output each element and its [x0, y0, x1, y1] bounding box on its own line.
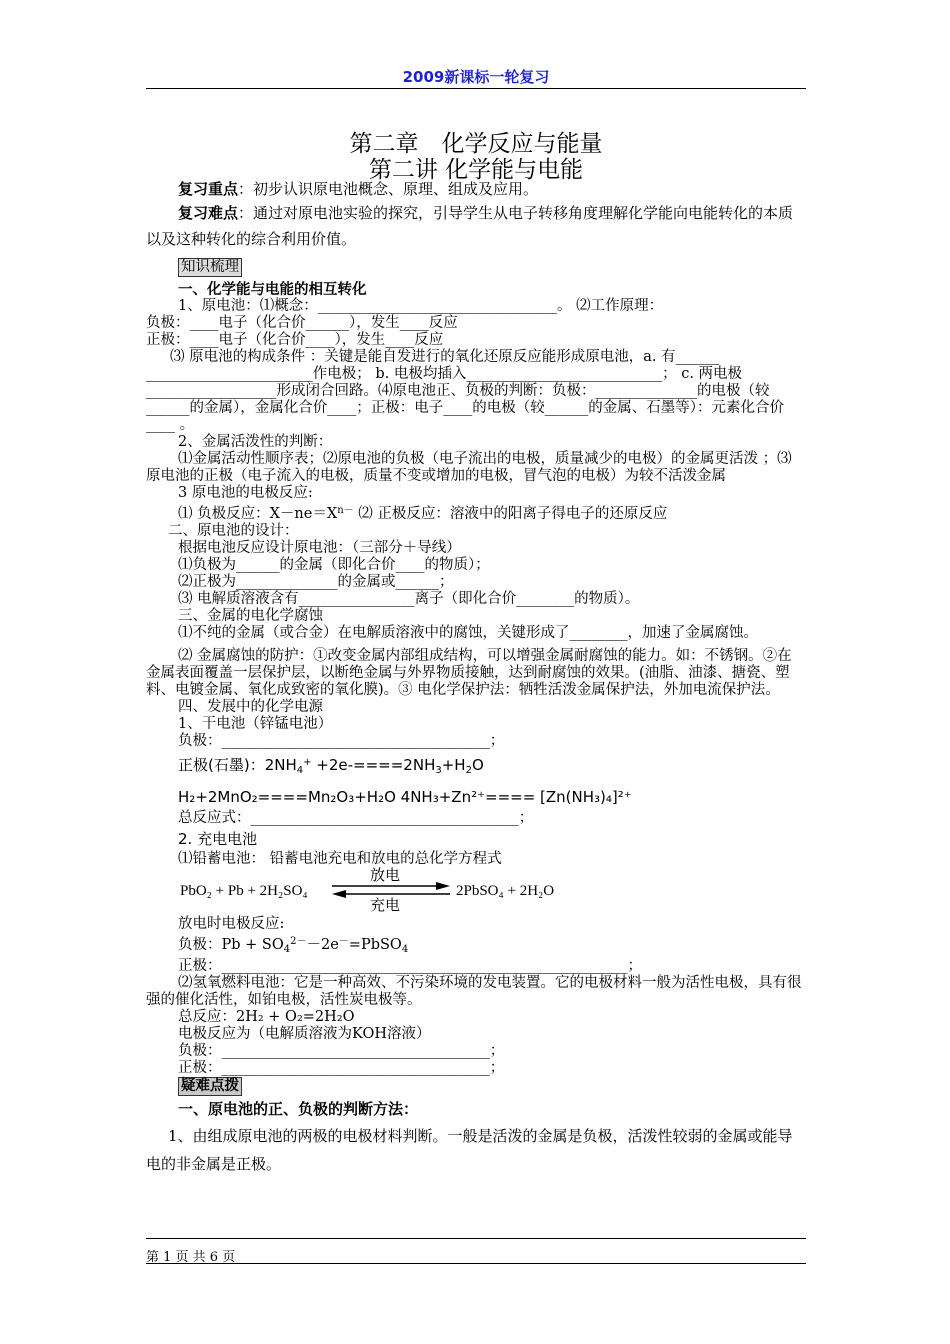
- text-line: 正极：________________________________________________________；: [178, 958, 642, 974]
- text-line: ⑴不纯的金属（或合金）在电解质溶液中的腐蚀，关键形成了________，加速了金属腐蚀。: [178, 625, 758, 641]
- footer-rule: [146, 1238, 806, 1239]
- text-line: 负极：_____________________________________；: [178, 1043, 505, 1059]
- text-line: 2、金属活泼性的判断：: [178, 434, 333, 450]
- text-line: 1、原电池：⑴概念：_________________________________。 ⑵工作原理：: [178, 298, 664, 314]
- chapter-title: 第二章 化学反应与能量: [349, 131, 603, 157]
- lead-acid-equation: [180, 866, 600, 914]
- formula-line: H₂+2MnO₂====Mn₂O₃+H₂O 4NH₃+Zn²⁺==== [Zn(NH₃)₄]²⁺: [178, 788, 632, 806]
- section-title-5: 一、原电池的正、负极的判断方法：: [178, 1100, 419, 1118]
- text-line: ⑴金属活动性顺序表；⑵原电池的负极（电子流出的电极，质量减少的电极）的金属更活泼 ；⑶原电池的正极（电子流入的电极，质量不变或增加的电极，冒气泡的电极）为较不活泼金属: [146, 451, 792, 484]
- running-header: 2009新课标一轮复习: [402, 68, 550, 86]
- text-line: ⑴ 负极反应：$X-ne=X^{n-}$ ⑵ 正极反应：溶液中的阳离子得电子的还原反应: [178, 505, 668, 522]
- review-focus: 复习重点：初步认识原电池概念、原理、组成及应用。: [178, 180, 539, 198]
- section-box-knowledge: 知识梳理: [146, 258, 806, 277]
- header-rule: [146, 88, 806, 89]
- text-line: ⑵正极为______________的金属或______；: [178, 574, 454, 590]
- footer-bottom-rule: [146, 1263, 806, 1264]
- page-footer: 第 1 页 共 6 页: [146, 1250, 236, 1265]
- text-line: 正极：____电子（化合价____），发生____反应: [146, 332, 444, 348]
- section-box-difficulties: 疑难点拨: [146, 1077, 806, 1096]
- text-line: _______________________作电极； b. 电极均插入___________________________； c. 两电极__________________形成闭合回路。⑷原电池正、负极的判断：负极：______________的电极（较______的金属），金属化合价____；正极：电子____的电极（较______的金属、石墨等）：元素化合价____ 。: [146, 366, 784, 433]
- text-line: 3 原电池的电极反应:: [178, 485, 313, 501]
- document-body: [146, 178, 806, 1178]
- text-line: 总反应：2H₂ + O₂=2H₂O: [178, 1009, 355, 1025]
- section-title-4: 四、发展中的化学电源: [178, 699, 323, 715]
- equation-right: 2PbSO₄ + 2H₂O: [456, 883, 555, 899]
- text-line: 1、干电池（锌锰电池）: [178, 716, 333, 732]
- text-line: ⑶ 电解质溶液含有________________离子（即化合价________的物质）。: [178, 591, 640, 607]
- equation-charge-label: 充电: [370, 896, 401, 914]
- text-line: 负极：____电子（化合价______），发生____反应: [146, 315, 458, 331]
- review-difficulty: 复习难点：通过对原电池实验的探究，引导学生从电子转移角度理解化学能向电能转化的本质以及这种转化的综合利用价值。: [146, 204, 794, 248]
- text-line: ⑵氢氧燃料电池：它是一种高效、不污染环境的发电装置。它的电极材料一般为活性电极，具有很强的催化活性，如铂电极，活性炭电极等。: [146, 975, 802, 1008]
- text-line: 负极：$Pb + SO_4^{2-}-2e^-=PbSO_4$: [178, 936, 409, 955]
- text-line: 放电时电极反应:: [178, 916, 285, 932]
- text-line: ⑶ 原电池的构成条件 ：关键是能自发进行的氧化还原反应能形成原电池，a. 有______: [170, 349, 720, 365]
- section-title-3: 三、金属的电化学腐蚀: [178, 608, 323, 624]
- equation-discharge-label: 放电: [370, 866, 401, 884]
- text-line: ⑴负极为______的金属（即化合价____的物质）；: [178, 557, 490, 573]
- text-line: 1、由组成原电池的两极的电极材料判断。一般是活泼的金属是负极，活泼性较弱的金属或能导电的非金属是正极。: [146, 1127, 793, 1173]
- text-line: 根据电池反应设计原电池：（三部分＋导线）: [178, 540, 461, 556]
- text-line: 电极反应为（电解质溶液为KOH溶液）: [178, 1026, 431, 1042]
- formula-line: 正极(石墨)：$2NH_4^+ +2e-====2NH_3+H_2O$: [178, 756, 484, 776]
- text-line: 负极：_____________________________________；: [178, 733, 505, 749]
- section-title-2: 二、原电池的设计：: [168, 523, 299, 539]
- text-line: 总反应式：_____________________________________；: [178, 810, 534, 826]
- text-line: ⑴铅蓄电池： 铅蓄电池充电和放电的总化学方程式: [178, 851, 502, 867]
- text-line: ⑵ 金属腐蚀的防护：①改变金属内部组成结构，可以增强金属耐腐蚀的能力。如：不锈钢。②在金属表面覆盖一层保护层，以断绝金属与外界物质接触，达到耐腐蚀的效果。(油脂、油漆、搪瓷、塑料、电镀金属、氧化成致密的氧化膜)。③ 电化学保护法：牺牲活泼金属保护法，外加电流保护法。: [146, 648, 792, 698]
- text-line: 2. 充电电池: [178, 830, 258, 848]
- equation-left: PbO₂ + Pb + 2H₂SO₄: [180, 883, 308, 899]
- lecture-title: 第二讲 化学能与电能: [368, 157, 584, 183]
- text-line: 正极：_____________________________________；: [178, 1060, 505, 1076]
- section-title-1: 一、化学能与电能的相互转化: [178, 281, 367, 298]
